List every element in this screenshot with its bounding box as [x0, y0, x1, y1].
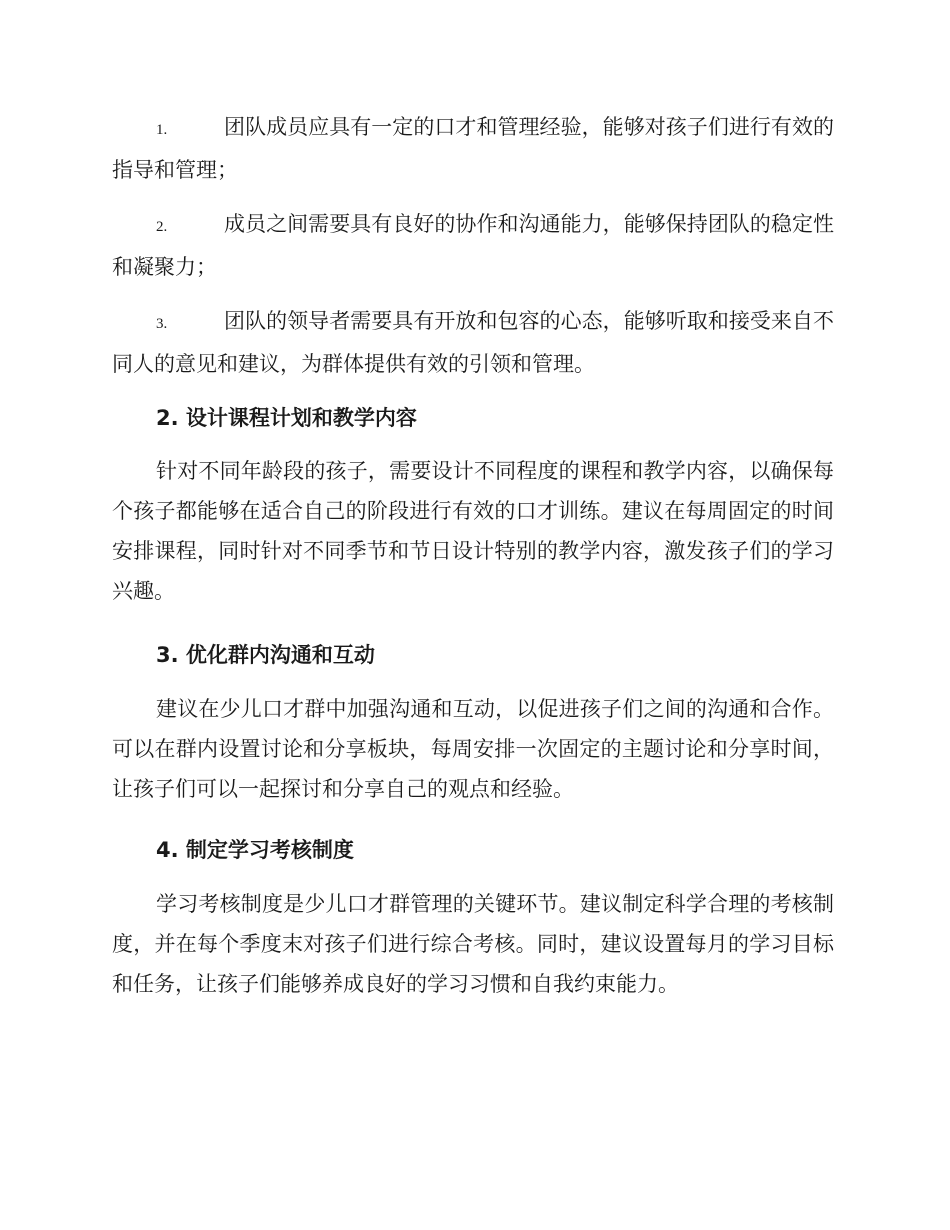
section-heading: 3. 优化群内沟通和互动 — [156, 643, 375, 667]
list-text: 团队成员应具有一定的口才和管理经验，能够对孩子们进行有效的指导和管理； — [112, 115, 834, 182]
list-number: 1. — [156, 122, 168, 138]
list-item — [112, 107, 834, 190]
list-number: 3. — [156, 316, 168, 332]
section-paragraph: 建议在少儿口才群中加强沟通和互动，以促进孩子们之间的沟通和合作。可以在群内设置讨论和分享板块，每周安排一次固定的主题讨论和分享时间，让孩子们可以一起探讨和分享自己的观点和经验。 — [112, 697, 834, 801]
list-number: 2. — [156, 219, 168, 235]
list-item — [112, 204, 834, 287]
list-text: 成员之间需要具有良好的协作和沟通能力，能够保持团队的稳定性和凝聚力； — [112, 212, 834, 279]
section-heading: 4. 制定学习考核制度 — [156, 838, 354, 862]
section-heading: 2. 设计课程计划和教学内容 — [156, 406, 417, 430]
section-paragraph: 学习考核制度是少儿口才群管理的关键环节。建议制定科学合理的考核制度，并在每个季度末对孩子们进行综合考核。同时，建议设置每月的学习目标和任务，让孩子们能够养成良好的学习习惯和自我约束能力。 — [112, 892, 834, 996]
list-item — [112, 301, 834, 384]
list-text: 团队的领导者需要具有开放和包容的心态，能够听取和接受来自不同人的意见和建议，为群体提供有效的引领和管理。 — [112, 309, 834, 376]
section-paragraph: 针对不同年龄段的孩子，需要设计不同程度的课程和教学内容，以确保每个孩子都能够在适合自己的阶段进行有效的口才训练。建议在每周固定的时间安排课程，同时针对不同季节和节日设计特别的教学内容，激发孩子们的学习兴趣。 — [112, 459, 834, 603]
